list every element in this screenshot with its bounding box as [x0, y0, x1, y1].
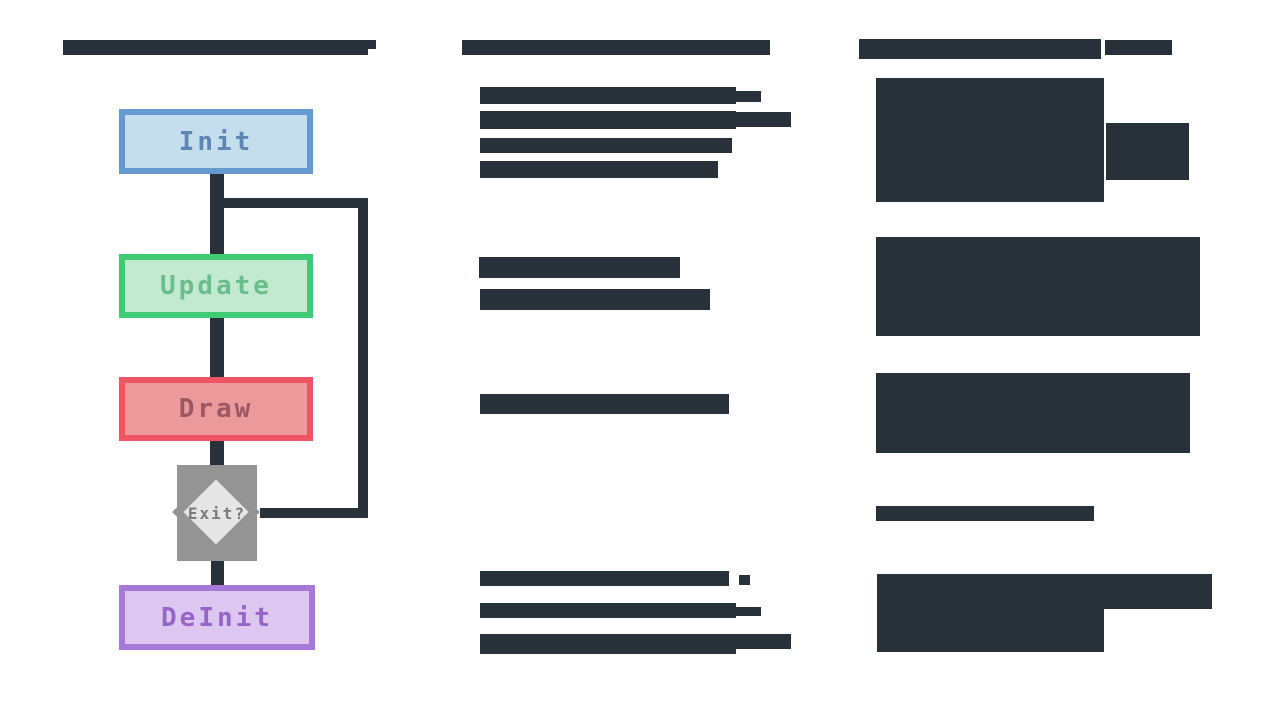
right-column-title-ext	[1105, 40, 1172, 55]
node-exit-label: Exit?	[187, 503, 247, 523]
flowchart-node-draw	[119, 377, 313, 441]
middle-init-line-1-ext	[736, 91, 761, 102]
middle-deinit-line-2	[480, 603, 736, 618]
node-draw-label: Draw	[178, 394, 254, 424]
node-exit-label-wrap	[177, 465, 257, 561]
node-init-label: Init	[178, 126, 254, 157]
middle-init-line-4	[480, 161, 718, 178]
connector-init-update	[210, 174, 224, 254]
middle-column-title	[462, 40, 770, 55]
right-block-5-left	[877, 609, 1104, 652]
middle-deinit-line-1	[480, 571, 729, 586]
flowchart-node-init	[119, 109, 313, 174]
left-column-title	[63, 40, 368, 55]
right-block-2	[876, 237, 1200, 336]
middle-init-line-1	[480, 87, 736, 104]
right-line-4	[876, 506, 1094, 521]
middle-init-line-2	[480, 111, 736, 129]
middle-deinit-line-2-ext	[736, 607, 761, 616]
middle-deinit-line-3-ext	[736, 634, 791, 649]
loopback-right-segment	[358, 198, 368, 518]
flowchart-node-update	[119, 254, 313, 318]
right-block-1	[876, 78, 1104, 202]
middle-draw-line-1	[480, 394, 729, 414]
loopback-top-segment	[223, 198, 368, 208]
node-deinit-label: DeInit	[161, 602, 273, 633]
left-column-title-tail	[368, 40, 376, 49]
middle-init-line-3	[480, 138, 732, 153]
right-block-5-top	[877, 574, 1212, 609]
loopback-bottom-segment	[260, 508, 368, 518]
middle-deinit-line-3	[480, 634, 736, 654]
connector-update-draw	[210, 318, 224, 377]
flowchart-node-deinit	[119, 585, 315, 650]
middle-update-line-1	[479, 257, 680, 278]
middle-init-line-2-ext	[736, 112, 791, 127]
right-block-1-bump	[1106, 123, 1189, 180]
middle-deinit-line-1-ext	[739, 575, 750, 585]
middle-update-line-2	[480, 289, 710, 310]
node-update-label: Update	[160, 271, 272, 301]
right-block-3	[876, 373, 1190, 453]
right-column-title	[859, 39, 1101, 59]
